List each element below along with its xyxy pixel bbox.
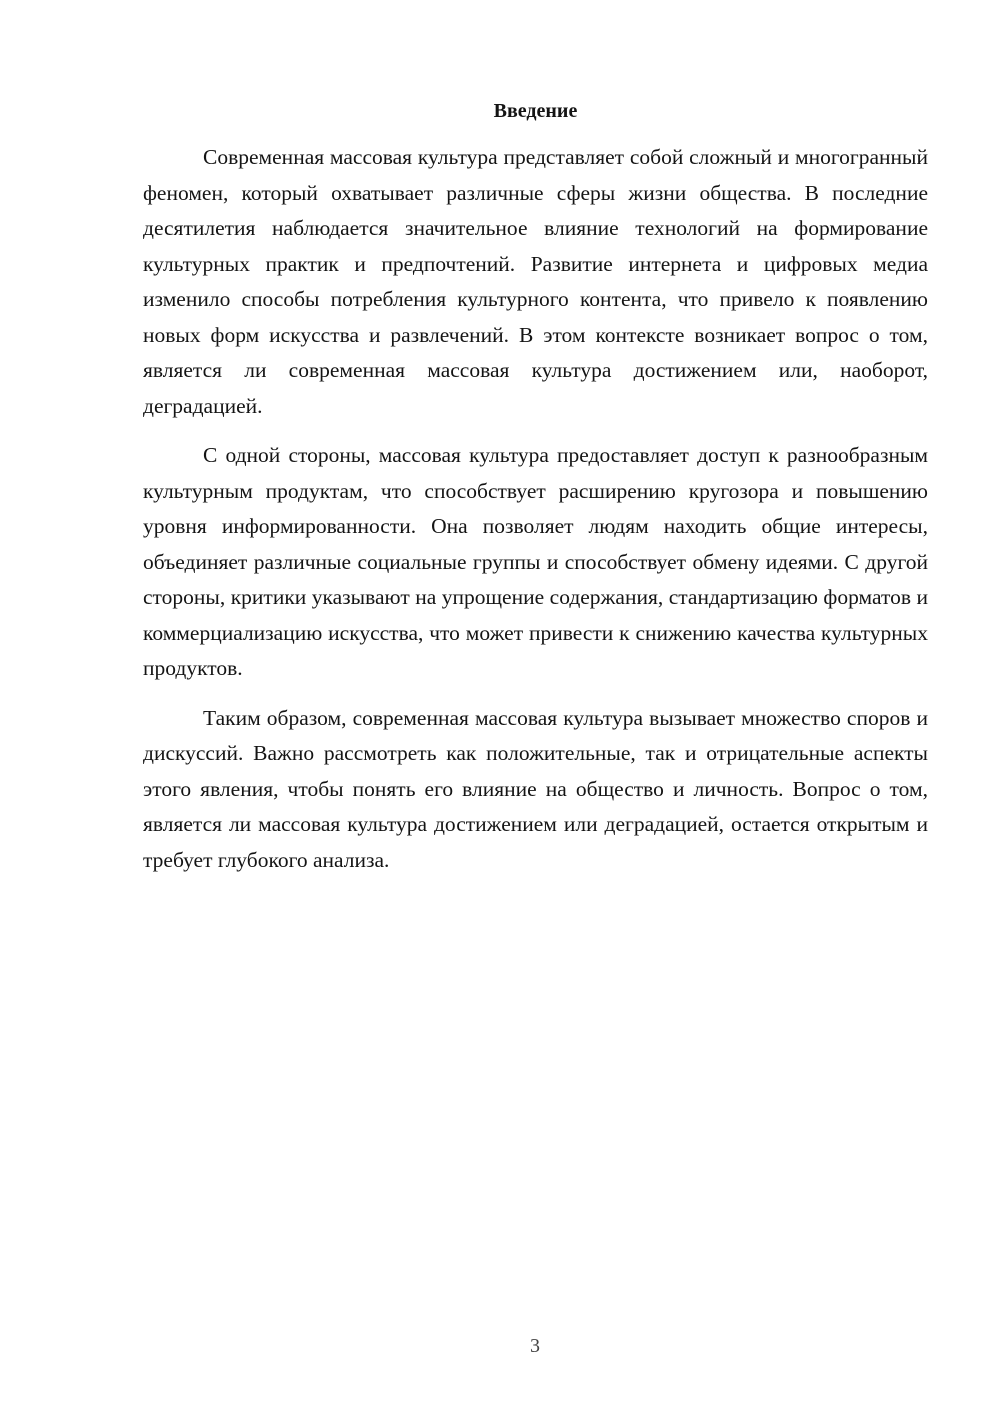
section-heading: Введение [493,100,578,122]
paragraph-2: С одной стороны, массовая культура предоставляет доступ к разнообразным культурным продуктам, что способствует расширению кругозора и повышению уровня информированности. Она позволяет людям находить общие интересы, объединяет различные социальные группы и способствует обмену идеями. С другой стороны, критики указывают на упрощение содержания, стандартизацию форматов и коммерциализацию искусства, что может привести к снижению качества культурных продуктов. [143,443,928,680]
paragraph-3: Таким образом, современная массовая культура вызывает множество споров и дискуссий. Важно рассмотреть как положительные, так и отрицательные аспекты этого явления, чтобы понять его влияние на общество и личность. Вопрос о том, является ли массовая культура достижением или деградацией, остается открытым и требует глубокого анализа. [143,705,928,872]
body-text [143,140,928,892]
paragraph-1: Современная массовая культура представляет собой сложный и многогранный феномен, который охватывает различные сферы жизни общества. В последние десятилетия наблюдается значительное влияние технологий на формирование культурных практик и предпочтений. Развитие интернета и цифровых медиа изменило способы потребления культурного контента, что привело к появлению новых форм искусства и развлечений. В этом контексте возникает вопрос о том, является ли современная массовая культура достижением или, наоборот, деградацией. [143,145,928,418]
page-number: 3 [530,1335,540,1357]
